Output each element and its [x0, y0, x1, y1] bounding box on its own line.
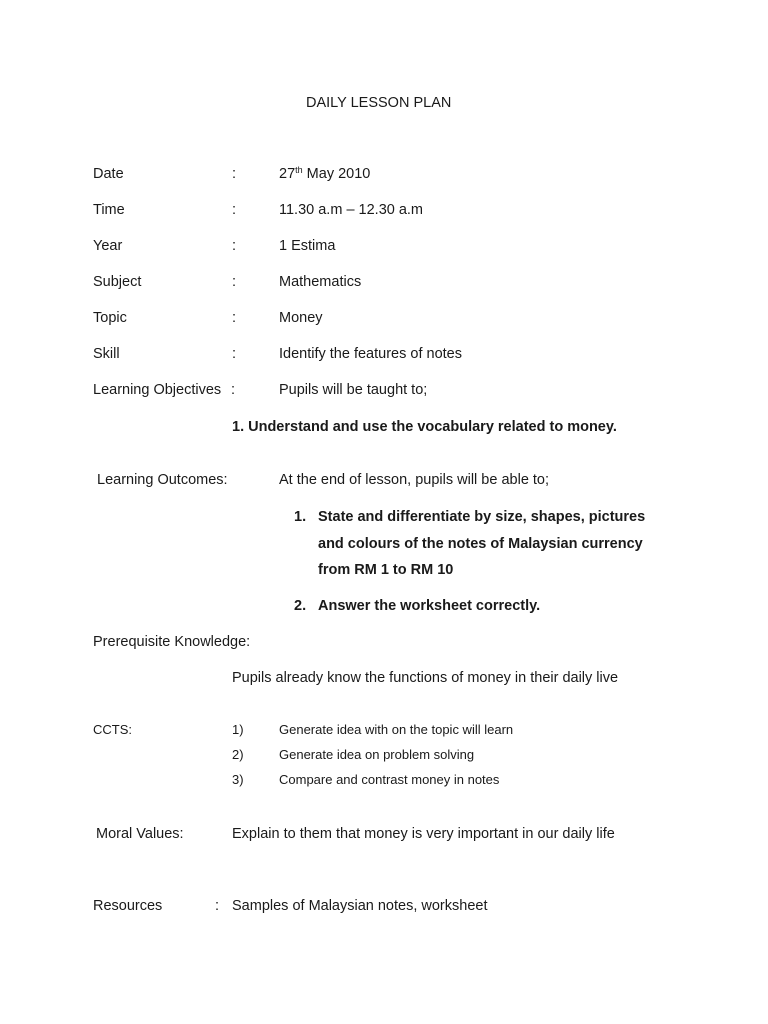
time-separator: : [232, 202, 237, 218]
resources-text: Samples of Malaysian notes, worksheet [232, 898, 488, 914]
resources-separator: : [215, 898, 220, 914]
time-value: 11.30 a.m – 12.30 a.m [279, 202, 424, 218]
topic-value: Money [279, 310, 323, 326]
date-label: Date [93, 166, 124, 182]
date-separator: : [232, 166, 237, 182]
learning-objectives-separator: : [231, 382, 236, 398]
year-value: 1 Estima [279, 238, 336, 254]
ccts-item-text: Generate idea with on the topic will learn [279, 722, 514, 737]
subject-value: Mathematics [279, 274, 362, 290]
time-label: Time [93, 202, 125, 218]
topic-separator: : [232, 310, 237, 326]
prerequisite-text: Pupils already know the functions of money in their daily live [232, 670, 619, 686]
learning-objective-item: 1. Understand and use the vocabulary related to money. [232, 419, 617, 435]
learning-outcomes-label: Learning Outcomes: [97, 472, 228, 488]
ccts-item-number: 2) [232, 747, 244, 762]
learning-objectives-label: Learning Objectives [93, 382, 222, 398]
ccts-label: CCTS: [93, 722, 132, 737]
prerequisite-label: Prerequisite Knowledge: [93, 634, 251, 650]
outcome-number: 1. [294, 509, 307, 525]
subject-label: Subject [93, 274, 142, 290]
outcome-line: Answer the worksheet correctly. [318, 598, 541, 614]
skill-value: Identify the features of notes [279, 346, 462, 362]
outcome-line: State and differentiate by size, shapes, pictures [318, 509, 646, 525]
subject-separator: : [232, 274, 237, 290]
skill-separator: : [232, 346, 237, 362]
topic-label: Topic [93, 310, 127, 326]
date-value: 27th May 2010 [279, 165, 371, 182]
outcome-line: from RM 1 to RM 10 [318, 562, 454, 578]
outcome-number: 2. [294, 598, 307, 614]
resources-label: Resources [93, 898, 163, 914]
learning-objectives-intro: Pupils will be taught to; [279, 382, 428, 398]
page-title: DAILY LESSON PLAN [306, 95, 452, 111]
ccts-item-text: Compare and contrast money in notes [279, 772, 500, 787]
year-label: Year [93, 238, 123, 254]
outcome-line: and colours of the notes of Malaysian currency [318, 536, 643, 552]
ccts-item-number: 1) [232, 722, 244, 737]
ccts-item-number: 3) [232, 772, 244, 787]
skill-label: Skill [93, 346, 120, 362]
year-separator: : [232, 238, 237, 254]
moral-values-text: Explain to them that money is very important in our daily life [232, 826, 615, 842]
ccts-item-text: Generate idea on problem solving [279, 747, 475, 762]
learning-outcomes-intro: At the end of lesson, pupils will be able to; [279, 472, 550, 488]
moral-values-label: Moral Values: [96, 826, 184, 842]
